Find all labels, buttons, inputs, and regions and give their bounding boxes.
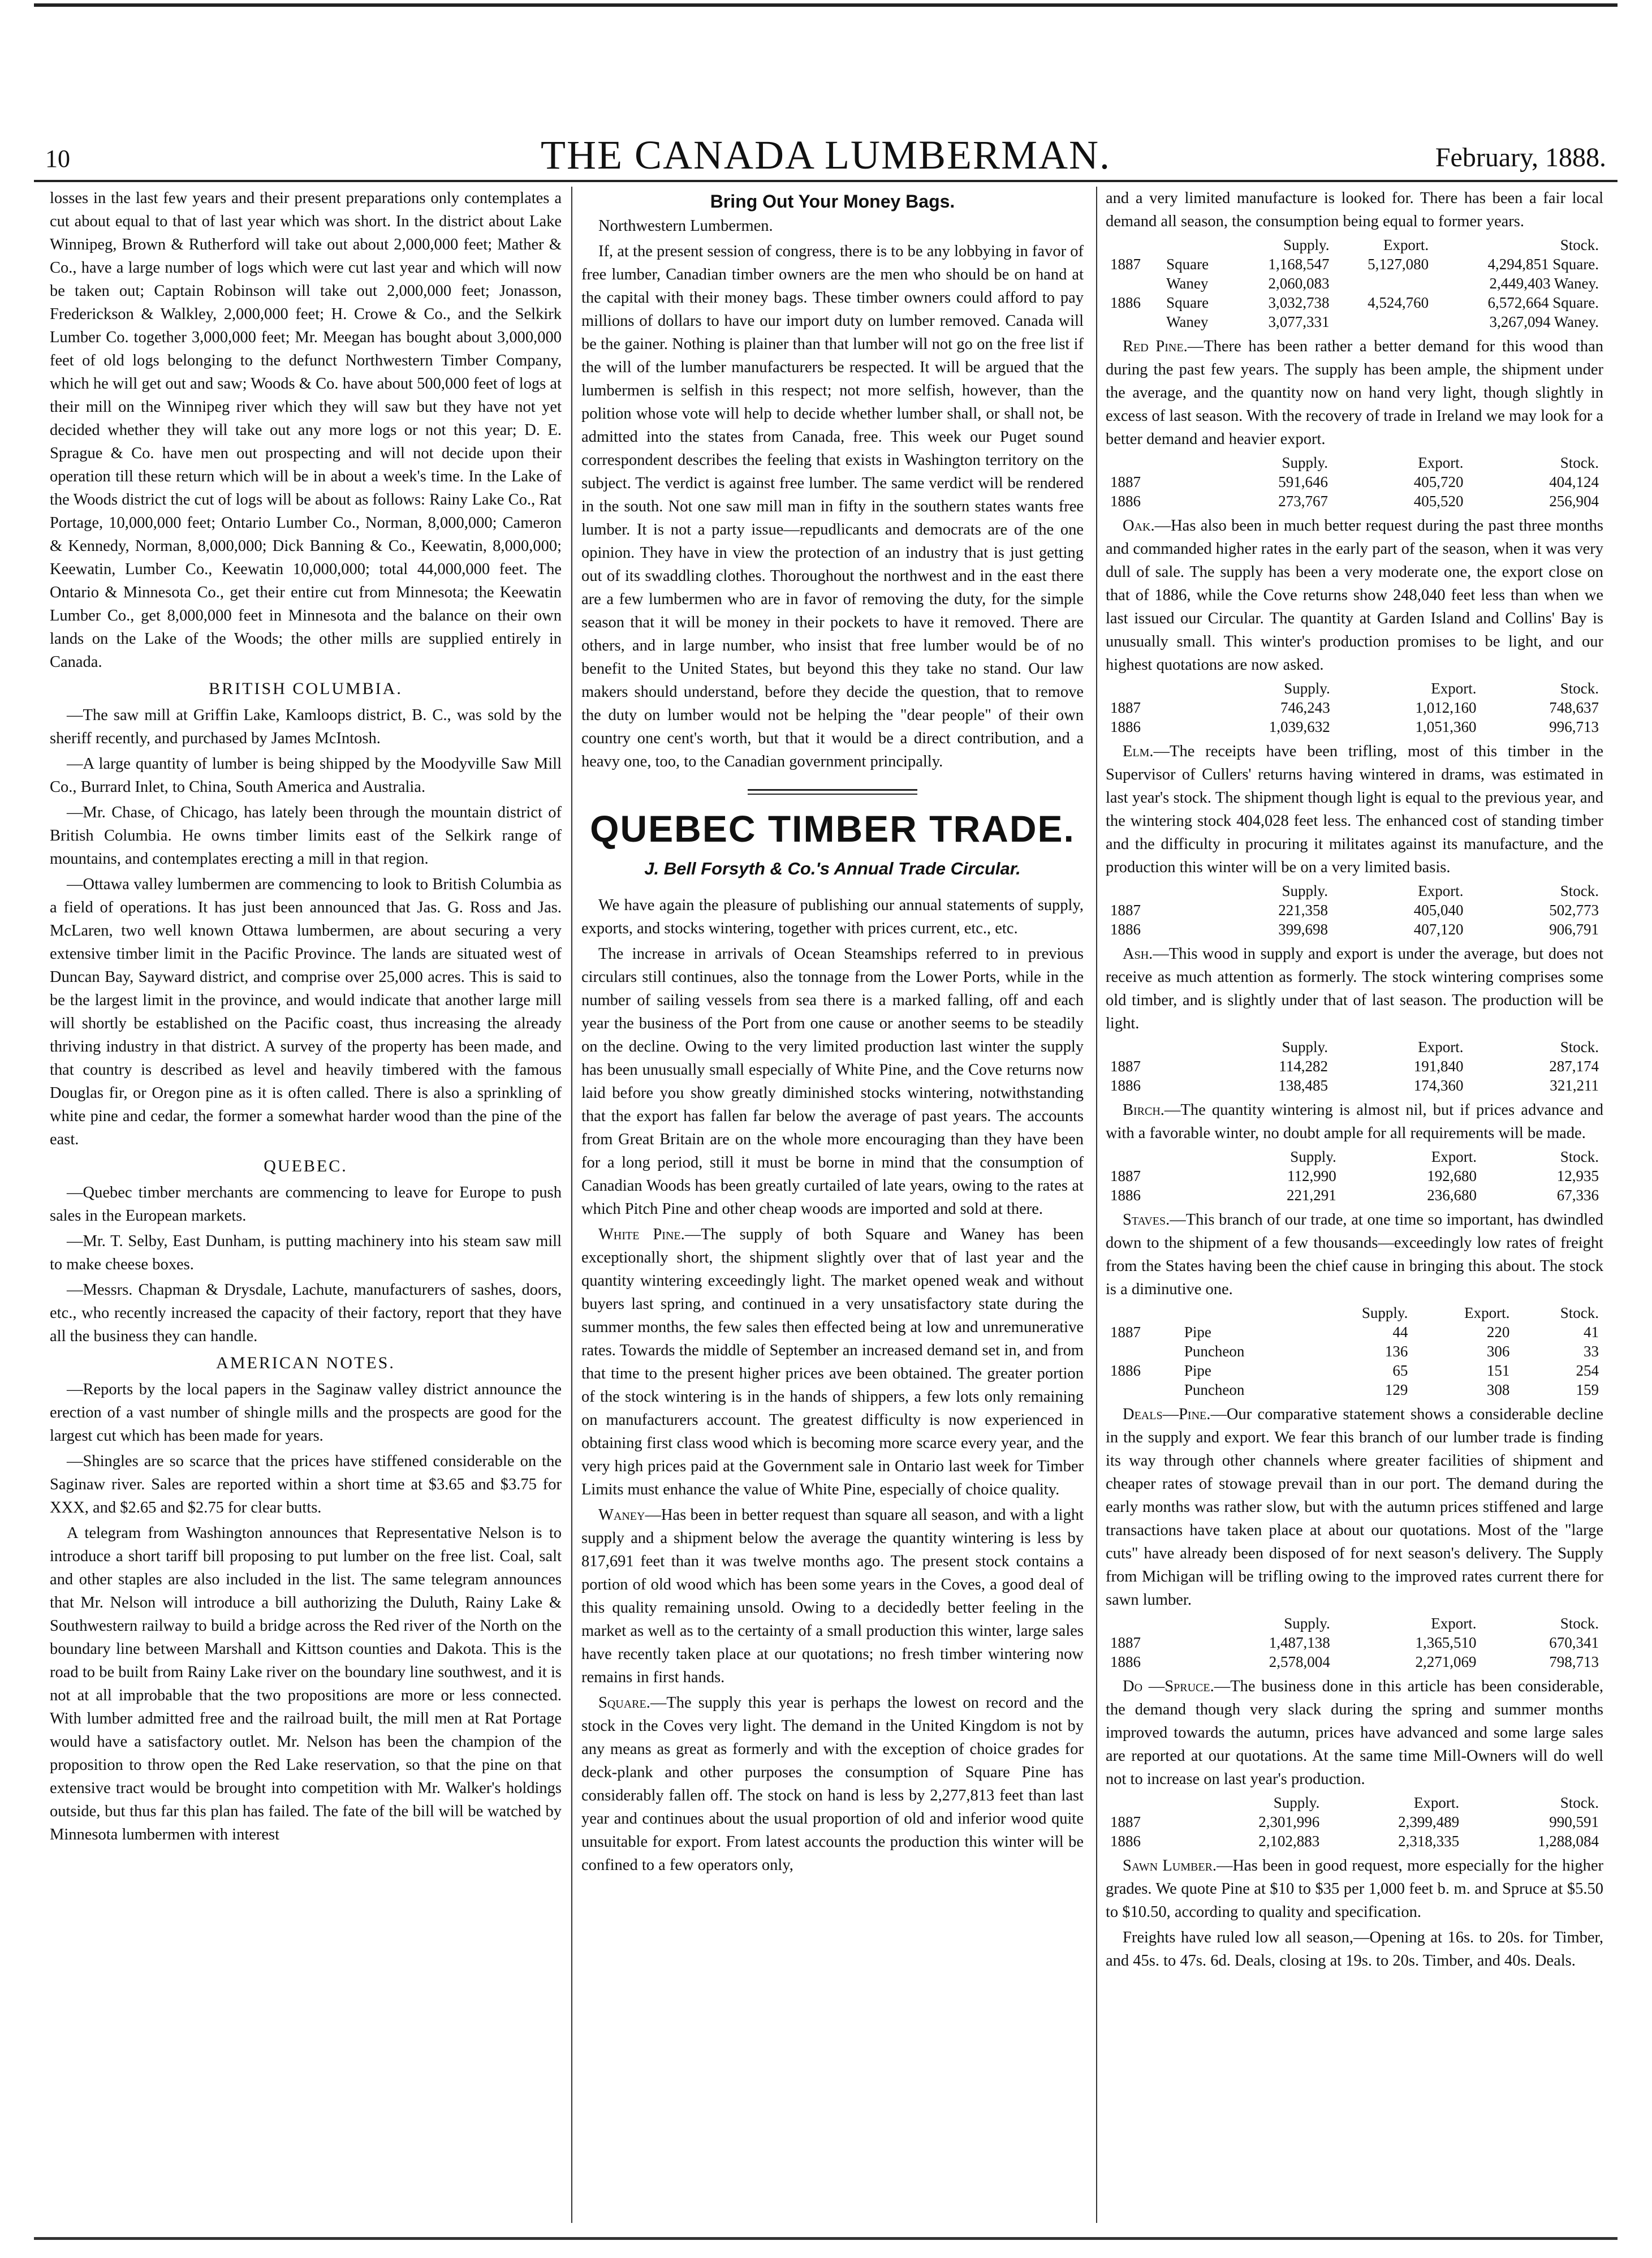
page-header — [34, 127, 1618, 178]
sawn-lumber-label: Sawn Lumber. — [1123, 1857, 1217, 1875]
table-row: 1886 273,767 405,520 256,904 — [1110, 493, 1599, 510]
stats-table-birch — [1106, 1147, 1603, 1205]
american-item-3: A telegram from Washington announces that Representative Nelson is to introduce a short tariff bill proposing to put lumber on the free list. Coal, salt and other staples are also included in the list. The same telegram announces that Mr. Nelson will introduce a bill authorizing the Duluth, Rainy Lake & Southwestern railway to build a bridge across the Red river of the North on the boundary line between Marshall and Kittson counties and Dakota. This is the road to be built from Rainy Lake river on the boundary line southwest, and it is not at all improbable that the two propositions are more or less connected. With lumber admitted free and the railroad built, the mill men at Rat Portage would have a satisfactory outlet. Mr. Nelson has been the champion of the proposition to throw open the Red Lake reservation, so that the pine on that extensive tract would be brought into competition with Mr. Walker's holdings outside, but thus far this plan has failed. The fate of the bill will be watched by Minnesota lumbermen with interest — [50, 1524, 562, 1843]
bc-item-1: —The saw mill at Griffin Lake, Kamloops district, B. C., was sold by the sheriff recently, and purchased by James McIntosh. — [50, 706, 562, 747]
sawn-lumber-paragraph — [1106, 1854, 1603, 1924]
freights-paragraph: Freights have ruled low all season,—Opening at 16s. to 20s. for Timber, and 45s. to 47s. 6d. Deals, closing at 19s. to 20s. Timber, and 40s. Deals. — [1106, 1929, 1603, 1970]
american-item-1: —Reports by the local papers in the Saginaw valley district announce the erection of a vast number of shingle mills and the prospects are good for the largest cut which has been made for years. — [50, 1381, 562, 1445]
bottom-rule — [34, 2237, 1618, 2240]
birch-paragraph — [1106, 1098, 1603, 1145]
table-row: 1887 114,282 191,840 287,174 — [1110, 1058, 1599, 1075]
table-header-row: Supply. Export. Stock. — [1284, 680, 1599, 697]
section-heading-british-columbia: BRITISH COLUMBIA. — [209, 679, 403, 698]
elm-text: —The receipts have been trifling, most of this timber in the Supervisor of Cullers' returns having wintered in drams, was estimated in last year's stock. The shipment though light is equal to the previous year, and the wintering stock 404,028 feet less. The enhanced cost of standing timber and the difficulty in procuring it militates against its manufacture, and the production this winter will be on a very limited basis. — [1106, 743, 1603, 876]
page-number: 10 — [45, 145, 70, 173]
circular-intro: We have again the pleasure of publishing our annual statements of supply, exports, and stocks wintering, together with prices current, etc., etc. — [581, 897, 1084, 937]
spruce-text: —The business done in this article has been considerable, the demand though very slack during the spring and summer months improved towards the autumn, prices have advanced and some large sales are reported at our quotations. At the same time Mill-Owners will do well not to increase on last year's production. — [1106, 1678, 1603, 1788]
stats-table-red-pine — [1106, 453, 1603, 511]
table-row: Puncheon 129 308 159 — [1184, 1381, 1599, 1398]
table-row: 1887 221,358 405,040 502,773 — [1110, 902, 1599, 919]
table-row: 1886 Square 3,032,738 4,524,760 6,572,664 Square. — [1110, 294, 1599, 311]
bc-item-4: —Ottawa valley lumbermen are commencing to look to British Columbia as a field of operations. It has just been announced that Jas. G. Ross and Jas. McLaren, two well known Ottawa lumbermen, are about securing a very extensive timber limit in the Pacific Province. The lands are situated west of Duncan Bay, Sayward district, and comprise over 25,000 acres. This is said to be the largest limit in the province, and would indicate that another large mill will shortly be established on the Pacific coast, thus increasing the already thriving industry in that district. A survey of the property has been made, and that country is described as level and heavily timbered with the famous Douglas fir, or Oregon pine as it is often called. There is also a sprinkling of white pine and cedar, the former a somewhat harder wood than the pine of the east. — [50, 876, 562, 1148]
money-bags-body: If, at the present session of congress, there is to be any lobbying in favor of free lumber, Canadian timber owners are the men who should be on hand at the capital with their money bags. These timber owners could afford to pay millions of dollars to have our import duty on lumber removed. Canada will be the gainer. Nothing is plainer than that lumber will not go on the free list if the will of the lumber manufacturers be respected. It will be argued that the lumbermen is selfish in this respect; not more selfish, however, than the polition whose vote will help to decide whether lumber shall, or shall not, be admitted into the states from Canada, free. This week our Puget sound correspondent describes the feeling that exists in Washington territory on the subject. The verdict is against free lumber. The same verdict will be rendered in the south. Not one saw mill man in fifty in the southern states wants free lumber. It is not a party issue—repudlicants and democrats are of the one opinion. They have in view the protection of an industry that is just getting out of its swaddling clothes. Thoroughout the northwest and in the east there are a few lumbermen who are in favor of removing the duty, for the simple season that it will be money in their pockets to have it removed. There are others, and in large number, who insist that free lumber would be of no benefit to the United States, but beyond this they take no stand. Our law makers should understand, before they decide the question, that to remove the duty on lumber would not be helping the "dear people" of their own country one cent's worth, but that it would be a direct contribution, and a heavy one, too, to the Canadian government principally. — [581, 243, 1084, 770]
oak-text: —Has also been in much better request during the past three months and commanded higher rates in the early part of the season, when it was very dull of sale. The supply has been a very moderate one, the export close on that of 1886, while the Cove returns show 248,040 feet less than when we last issued our Circular. The quantity at Garden Island and Collins' Bay is unusually small. This winter's production promises to be light, and our highest quotations are now asked. — [1106, 517, 1603, 674]
newspaper-page — [34, 0, 1618, 2258]
birch-text: —The quantity wintering is almost nil, but if prices advance and with a favorable winter, no doubt ample for all requirements will be made. — [1106, 1101, 1603, 1142]
spruce-label: Do —Spruce. — [1123, 1678, 1214, 1695]
header-rule — [34, 180, 1618, 182]
white-pine-label: White Pine. — [598, 1226, 685, 1243]
article-title-money-bags: Bring Out Your Money Bags. — [710, 191, 955, 212]
table-row: 1887 112,990 192,680 12,935 — [1110, 1167, 1599, 1184]
table-row: Waney 2,060,083 2,449,403 Waney. — [1166, 275, 1599, 292]
red-pine-text: —There has been rather a better demand for this wood than during the past few years. The supply has been ample, the shipment under the average, and the quantity now on hand very light, though slightly in excess of last season. With the recovery of trade in Ireland we may look for a better demand and heavier export. — [1106, 338, 1603, 448]
table-row: 1886 2,102,883 2,318,335 1,288,084 — [1110, 1833, 1599, 1850]
table-header-row: Supply. Export. Stock. — [1282, 882, 1599, 899]
stats-table-elm — [1106, 881, 1603, 939]
square-text: —The supply this year is perhaps the lowest on record and the stock in the Coves very light. The demand in the United Kingdom is not by any means as great as formerly and with the exception of choice grades for deck-plank and other purposes the consumption of Square Pine has considerably fallen off. The stock on hand is less by 2,277,813 feet than last year and continues about the usual proportion of old and inferior wood quite unsuitable for export. From latest accounts the production this winter will be confined to a few operators only, — [581, 1694, 1084, 1874]
section-heading-american-notes: AMERICAN NOTES. — [216, 1354, 395, 1372]
top-rule — [34, 3, 1618, 7]
column-1 — [50, 187, 562, 2234]
column-3 — [1106, 187, 1603, 2234]
table-header-row — [1106, 235, 1603, 255]
square-paragraph — [581, 1691, 1084, 1877]
article-source: Northwestern Lumbermen. — [598, 217, 773, 235]
column-rule-1 — [571, 187, 572, 2223]
table-header-row: Supply. Export. Stock. — [1282, 1038, 1599, 1055]
col-header-supply: Supply. — [1283, 236, 1330, 253]
white-pine-paragraph — [581, 1223, 1084, 1501]
deals-pine-text: —Our comparative statement shows a considerable decline in the supply and export. We fear this branch of our lumber trade is finding its way through other channels where greater facilities of shipment and cheaper rates of stowage prevail than in our port. The demand during the early months was rather slow, but with the autumn prices stiffened and large transactions have taken place at about our quotations. Most of the "large cuts" have already been disposed of for next season's delivery. The Supply from Michigan will be trifling owing to the improved rates current there for sawn lumber. — [1106, 1406, 1603, 1609]
table-header-row: Supply. Export. Stock. — [1282, 454, 1599, 471]
waney-paragraph — [581, 1503, 1084, 1689]
spruce-paragraph — [1106, 1675, 1603, 1791]
staves-label: Staves. — [1123, 1211, 1170, 1229]
american-item-2: —Shingles are so scarce that the prices have stiffened considerable on the Saginaw river. Sales are reported within a short time at $3.65 and $3.75 for XXX, and $2.65 and $2.75 for clear butts. — [50, 1453, 562, 1516]
square-continued: and a very limited manufacture is looked for. There has been a fair local demand all season, the consumption being equal to former years. — [1106, 189, 1603, 230]
quebec-item-1: —Quebec timber merchants are commencing to leave for Europe to push sales in the European markets. — [50, 1184, 562, 1225]
table-header-row: Supply. Export. Stock. — [1284, 1615, 1599, 1632]
table-header-row: Supply. Export. Stock. — [1273, 1794, 1599, 1811]
headline-quebec-timber-trade: QUEBEC TIMBER TRADE. — [590, 808, 1075, 850]
table-row: 1887 2,301,996 2,399,489 990,591 — [1110, 1813, 1599, 1830]
table-row: Waney 3,077,331 3,267,094 Waney. — [1166, 313, 1599, 330]
issue-date: February, 1888. — [1435, 143, 1606, 173]
ash-text: —This wood in supply and export is under the average, but does not receive as much attention as formerly. The stock wintering comprises some old timber, and is slightly under that of last season. The production will be light. — [1106, 945, 1603, 1032]
table-row: 1886 2,578,004 2,271,069 798,713 — [1110, 1653, 1599, 1670]
deals-pine-paragraph — [1106, 1403, 1603, 1611]
col-header-stock: Stock. — [1560, 236, 1599, 253]
quebec-item-3: —Messrs. Chapman & Drysdale, Lachute, manufacturers of sashes, doors, etc., who recently increased the capacity of their factory, report that they have all the business they can handle. — [50, 1281, 562, 1345]
stats-table-white-pine — [1106, 235, 1603, 331]
square-label: Square. — [598, 1694, 650, 1712]
bc-item-2: —A large quantity of lumber is being shipped by the Moodyville Saw Mill Co., Burrard Inlet, to China, South America and Australia. — [50, 755, 562, 796]
table-row: 1887 Square 1,168,547 5,127,080 4,294,851 Square. — [1110, 256, 1599, 273]
ash-label: Ash. — [1123, 945, 1153, 963]
col-header-export: Export. — [1383, 236, 1429, 253]
stats-table-oak — [1106, 679, 1603, 736]
table-row: 1886 221,291 236,680 67,336 — [1110, 1187, 1599, 1204]
column-2 — [581, 187, 1084, 2234]
elm-label: Elm. — [1123, 743, 1154, 760]
waney-text: —Has been in better request than square all season, and with a light supply and a shipment below the average the quantity wintering is less by 817,691 feet than it was twelve months ago. The present stock contains a portion of old wood which has been some years in the Coves, a good deal of this quality remaining unsold. Owing to a decidedly better feeling in the market as well as to the certainty of a small production this winter, large sales have recently taken place at our quotations; no fresh timber wintering now remains in first hands. — [581, 1506, 1084, 1686]
oak-label: Oak. — [1123, 517, 1155, 535]
ash-paragraph — [1106, 942, 1603, 1035]
table-row: 1886 1,039,632 1,051,360 996,713 — [1110, 718, 1599, 735]
stats-table-spruce — [1106, 1793, 1603, 1851]
deals-pine-label: Deals—Pine. — [1123, 1406, 1211, 1423]
table-row: 1887 746,243 1,012,160 748,637 — [1110, 699, 1599, 716]
stats-table-staves — [1106, 1303, 1603, 1399]
stats-table-ash — [1106, 1037, 1603, 1095]
table-row: 1887 Pipe 44 220 41 — [1110, 1324, 1599, 1341]
circular-overview: The increase in arrivals of Ocean Steamships referred to in previous circulars still continues, also the tonnage from the Lower Ports, while in the number of sailing vessels from sea there is a marked falling, off and each year the business of the Port from one cause or another seems to be steadily on the decline. Owing to the very limited production last winter the supply has been unusually small especially of White Pine, and the Cove returns now laid before you show greatly diminished stocks wintering, notwithstanding that the export has fallen far below the average of past years. The accounts from Great Britain are on the whole more encouraging than they have been for a long period, still it must be borne in mind that the consumption of Canadian Woods has been greatly curtailed of late years, owing to the rates at which Pitch Pine and other cheap woods are imported and sold at there. — [581, 945, 1084, 1218]
table-row: 1887 591,646 405,720 404,124 — [1110, 473, 1599, 490]
birch-label: Birch. — [1123, 1101, 1164, 1119]
newspaper-title: THE CANADA LUMBERMAN. — [540, 132, 1111, 178]
table-row: 1887 1,487,138 1,365,510 670,341 — [1110, 1634, 1599, 1651]
table-row: Puncheon 136 306 33 — [1184, 1343, 1599, 1360]
quebec-item-2: —Mr. T. Selby, East Dunham, is putting machinery into his steam saw mill to make cheese boxes. — [50, 1233, 562, 1273]
staves-text: —This branch of our trade, at one time so important, has dwindled down to the shipment of a few thousands—exceedingly low rates of freight from the States having been the chief cause in bringing this about. The stock is a diminutive one. — [1106, 1211, 1603, 1298]
section-divider — [748, 789, 917, 795]
table-row: 1886 399,698 407,120 906,791 — [1110, 921, 1599, 938]
white-pine-text: —The supply of both Square and Waney has been exceptionally short, the shipment slightly over that of last year and the quantity wintering exceedingly light. The market opened weak and without buyers last spring, and continued in a very unsatisfactory state during the summer months, the few sales then effected being at low and unremunerative rates. Towards the middle of September an increased demand set in, and from that time to the present higher prices ave been obtained. The greater portion of the stock wintering is in the hands of shippers, a few lots only remaining on manufacturers account. The greatest difficulty is now experienced in obtaining first class wood which is becoming more scarce every year, and the very high prices paid at the Government sale in Ontario last week for Timber Limits must enhance the value of White Pine, especially of choice quality. — [581, 1226, 1084, 1498]
table-header-row: Supply. Export. Stock. — [1290, 1148, 1599, 1165]
red-pine-label: Red Pine. — [1123, 338, 1188, 355]
column-rule-2 — [1096, 187, 1097, 2223]
section-heading-quebec: QUEBEC. — [264, 1157, 348, 1175]
stats-table-deals-pine — [1106, 1614, 1603, 1671]
winnipeg-paragraph: losses in the last few years and their present preparations only contemplates a cut about equal to that of last year which was short. In the district about Lake Winnipeg, Brown & Rutherford will take out about 2,000,000 feet; Mather & Co., have a large number of logs which were cut last year and which will now be taken out; Captain Robinson will take out 2,000,000 feet; Jonasson, Frederickson & Walkley, 2,000,000 feet; H. Crowe & Co., and the Selkirk Lumber Co. together 3,000,000 feet; Mr. Meegan has bought about 3,000,000 feet of old logs belonging to the defunct Northwestern Timber Company, which he will get out and saw; Woods & Co. have about 500,000 feet of logs at their mill on the Winnipeg river which they will saw but they have not yet decided whether they will take out any more logs or not this year; D. E. Sprague & Co. have men out prospecting and will not decide upon their operation till these return which will be in about a week's time. In the Lake of the Woods district the cut of logs will be about as follows: Rainy Lake Co., Rat Portage, 10,000,000 feet; Ontario Lumber Co., Norman, 8,000,000; Cameron & Kennedy, Norman, 8,000,000; Dick Banning & Co., Keewatin, 8,000,000; Keewatin, Lumber Co., Keewatin 10,000,000; total 44,000,000 feet. The Ontario & Minnesota Co., get their entire cut from Minnesota; the Keewatin Lumber Co., get 8,000,000 feet in Minnesota and the balance on their own lands on the Lake of the Woods; the other mills are supplied entirely in Canada. — [50, 189, 562, 671]
waney-label: Waney — [598, 1506, 645, 1524]
table-header-row: Supply. Export. Stock. — [1361, 1304, 1599, 1321]
table-row: 1886 138,485 174,360 321,211 — [1110, 1077, 1599, 1094]
oak-paragraph — [1106, 514, 1603, 676]
staves-paragraph — [1106, 1208, 1603, 1301]
elm-paragraph — [1106, 740, 1603, 879]
bc-item-3: —Mr. Chase, of Chicago, has lately been through the mountain district of British Columbia. He owns timber limits east of the Selkirk range of mountains, and contemplates erecting a mill in that region. — [50, 804, 562, 868]
sawn-lumber-text: —Has been in good request, more especially for the higher grades. We quote Pine at $10 to $35 per 1,000 feet b. m. and Spruce at $5.50 to $10.50, according to quality and specification. — [1106, 1857, 1603, 1921]
table-row: 1886 Pipe 65 151 254 — [1110, 1362, 1599, 1379]
red-pine-paragraph — [1106, 335, 1603, 451]
subheadline-trade-circular: J. Bell Forsyth & Co.'s Annual Trade Circular. — [644, 859, 1021, 878]
